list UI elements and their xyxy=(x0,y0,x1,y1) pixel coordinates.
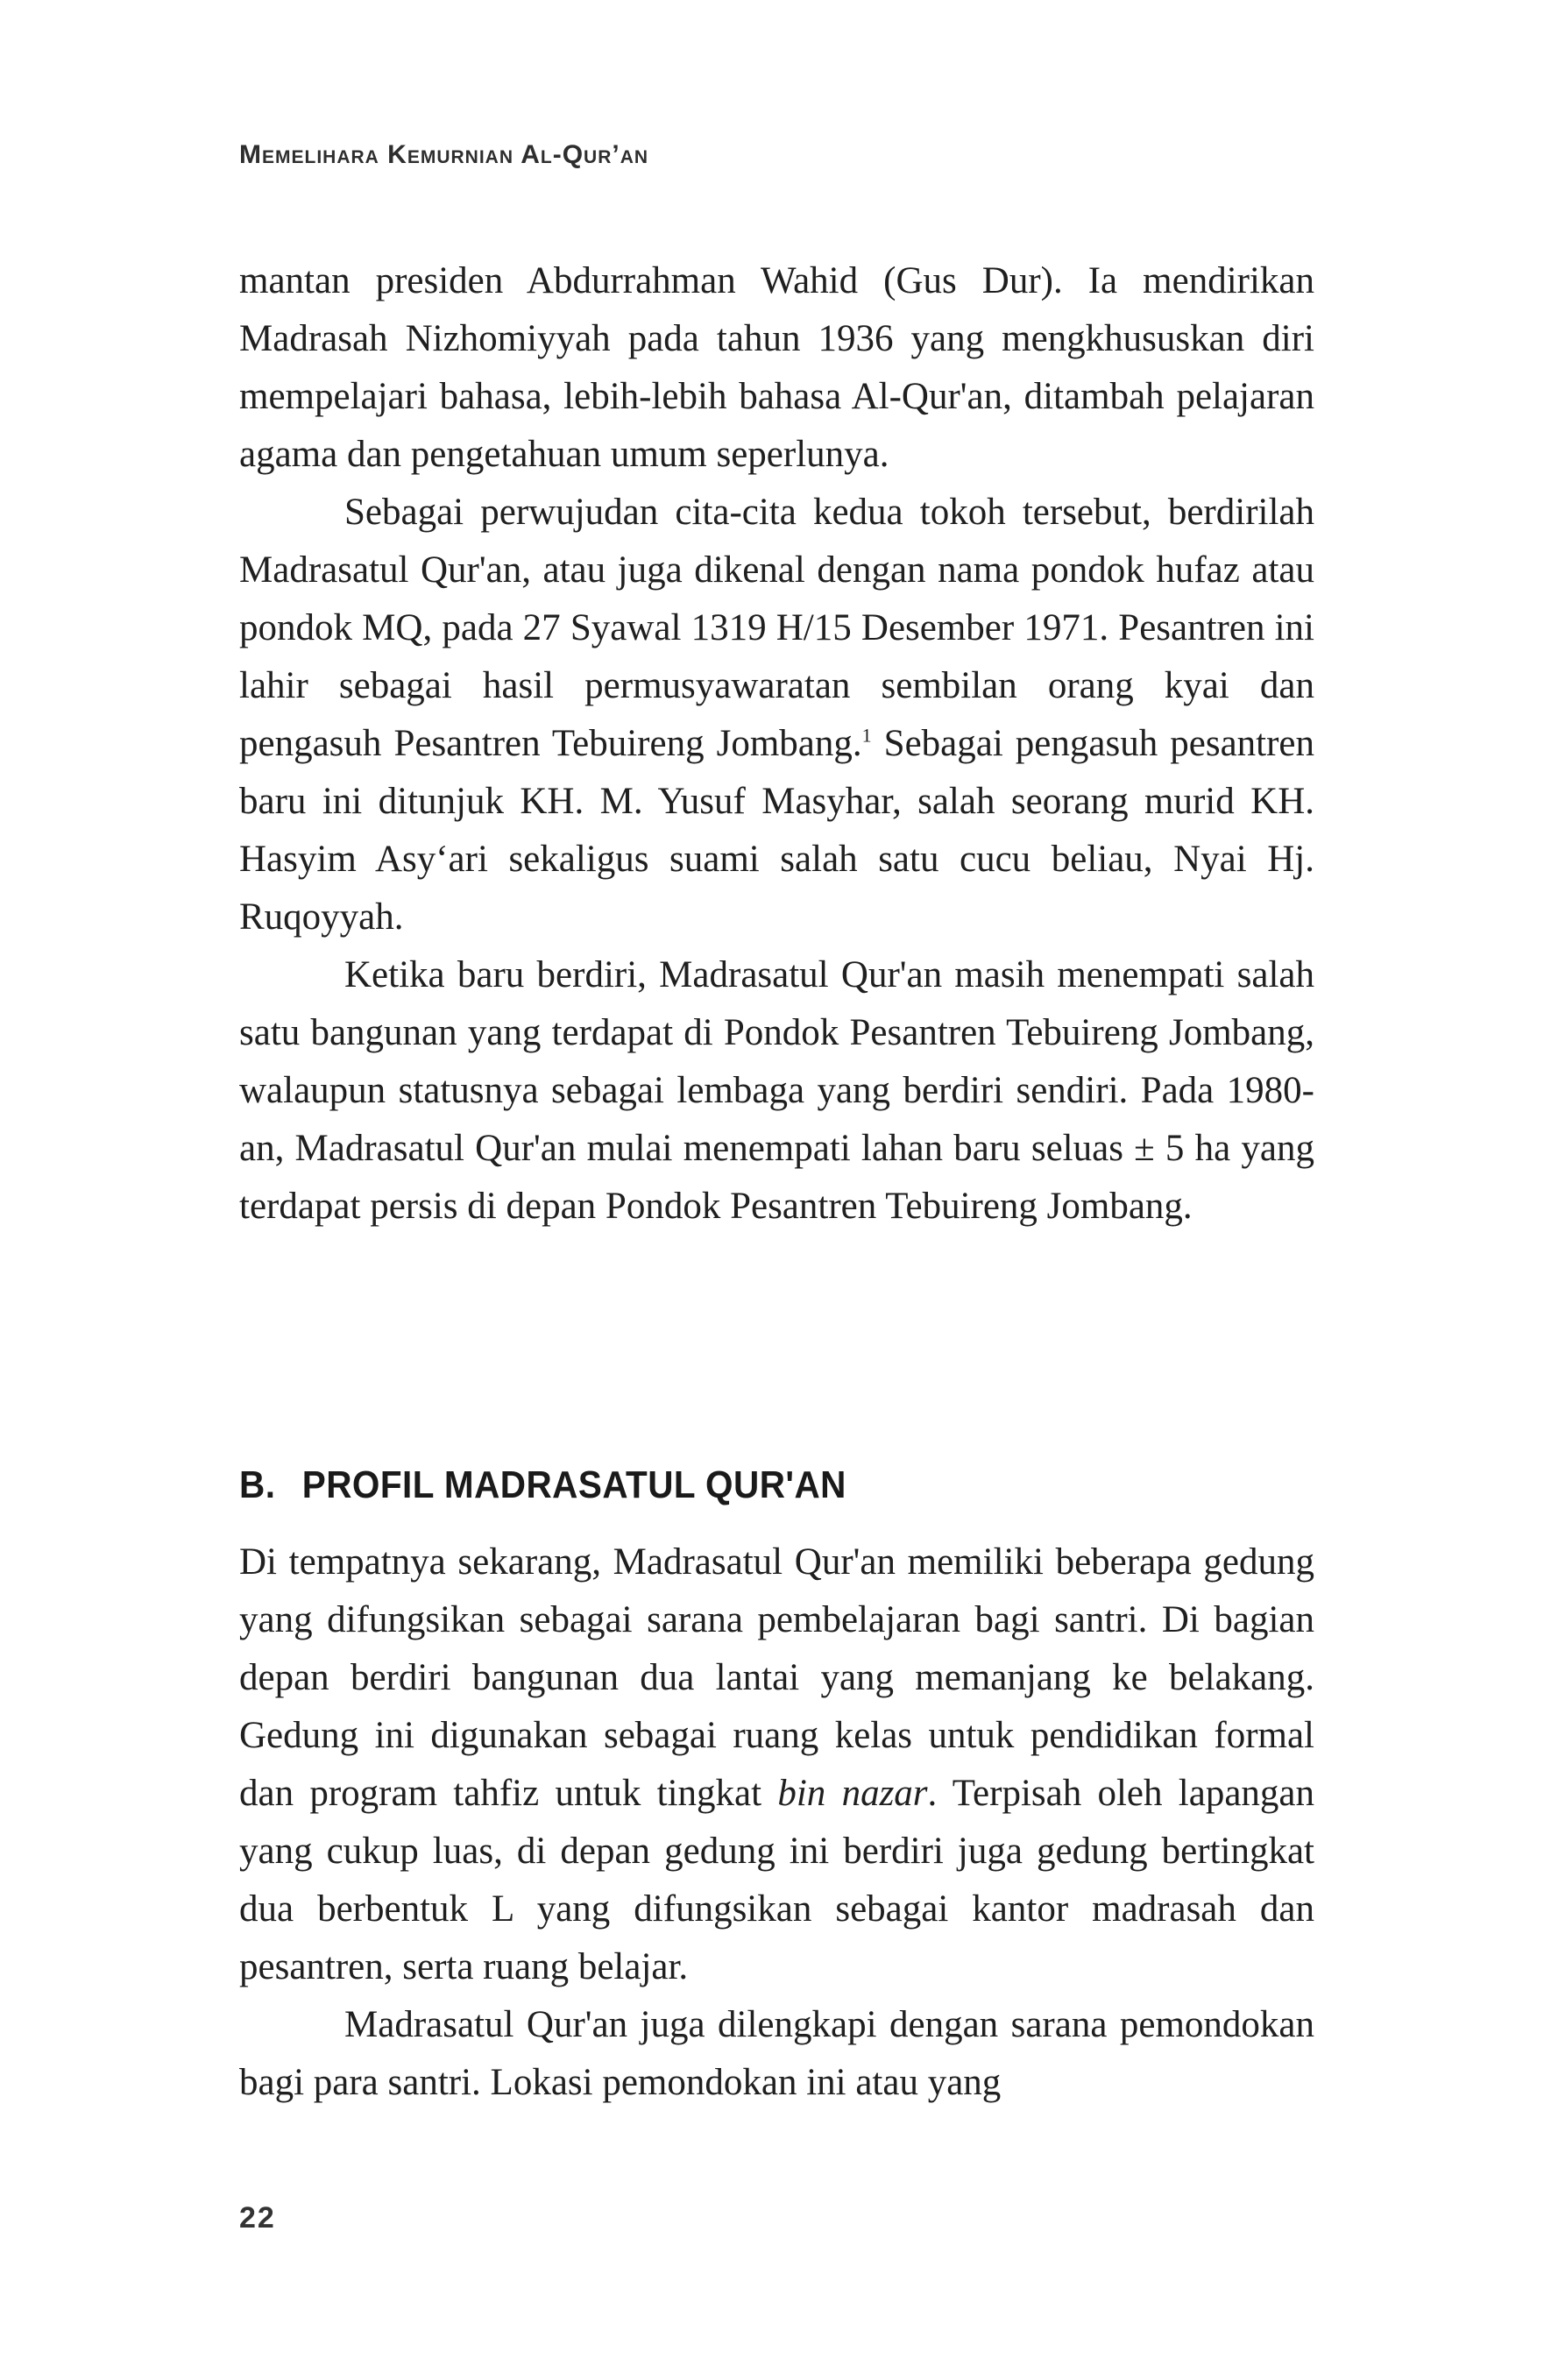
section-number: B. xyxy=(239,1463,276,1506)
paragraph-text: Sebagai pengasuh pesantren baru ini ditunjuk KH. M. Yusuf Masyhar, salah seorang murid KH. Hasyim Asy‘ari sekaligus suami salah satu cucu beliau, Nyai Hj. Ruqoyyah. xyxy=(239,723,1315,938)
paragraph xyxy=(239,1534,1314,1996)
paragraph: Ketika baru berdiri, Madrasatul Qur'an masih menempati salah satu bangunan yang terdapat di Pondok Pesantren Tebuireng Jombang, walaupun statusnya sebagai lembaga yang berdiri sendiri. Pada 1980-an, Madrasatul Qur'an mulai menempati lahan baru seluas ± 5 ha yang terdapat persis di depan Pondok Pesantren Tebuireng Jombang. xyxy=(239,954,1314,1227)
page-number: 22 xyxy=(239,2201,276,2235)
body-text-bottom xyxy=(239,1534,1314,2112)
section-title: PROFIL MADRASATUL QUR'AN xyxy=(301,1463,846,1506)
paragraph xyxy=(239,484,1314,946)
footnote-reference[interactable]: 1 xyxy=(861,724,872,747)
paragraph-text: . Terpisah oleh lapangan yang cukup luas, di depan gedung ini berdiri juga gedung bertingkat dua berbentuk L yang difungsikan sebagai kantor madrasah dan pesantren, serta ruang belajar. xyxy=(239,1773,1314,1987)
body-text-top xyxy=(239,252,1314,1236)
paragraph: Madrasatul Qur'an juga dilengkapi dengan sarana pemondokan bagi para santri. Lokasi pemondokan ini atau yang xyxy=(239,2004,1314,2103)
section-heading xyxy=(239,1463,846,1507)
running-header: Memelihara Kemurnian Al-Qur’an xyxy=(239,140,649,169)
paragraph-text: Sebagai perwujudan cita-cita kedua tokoh tersebut, berdirilah Madrasatul Qur'an, atau juga dikenal dengan nama pondok hufaz atau pondok MQ, pada 27 Syawal 1319 H/15 Desember 1971. Pesantren ini lahir sebagai hasil permusyawaratan sembilan orang kyai dan pengasuh Pesantren Tebuireng Jombang. xyxy=(239,492,1314,764)
paragraph: mantan presiden Abdurrahman Wahid (Gus Dur). Ia mendirikan Madrasah Nizhomiyyah pada tahun 1936 yang mengkhususkan diri mempelajari bahasa, lebih-lebih bahasa Al-Qur'an, ditambah pelajaran agama dan pengetahuan umum seperlunya. xyxy=(239,260,1314,475)
paragraph-text: Di tempatnya sekarang, Madrasatul Qur'an memiliki beberapa gedung yang difungsikan sebagai sarana pembelajaran bagi santri. Di bagian depan berdiri bangunan dua lantai yang memanjang ke belakang. Gedung ini digunakan sebagai ruang kelas untuk pendidikan formal dan program tahfiz untuk tingkat xyxy=(239,1541,1314,1814)
italic-term: bin nazar xyxy=(777,1773,928,1814)
